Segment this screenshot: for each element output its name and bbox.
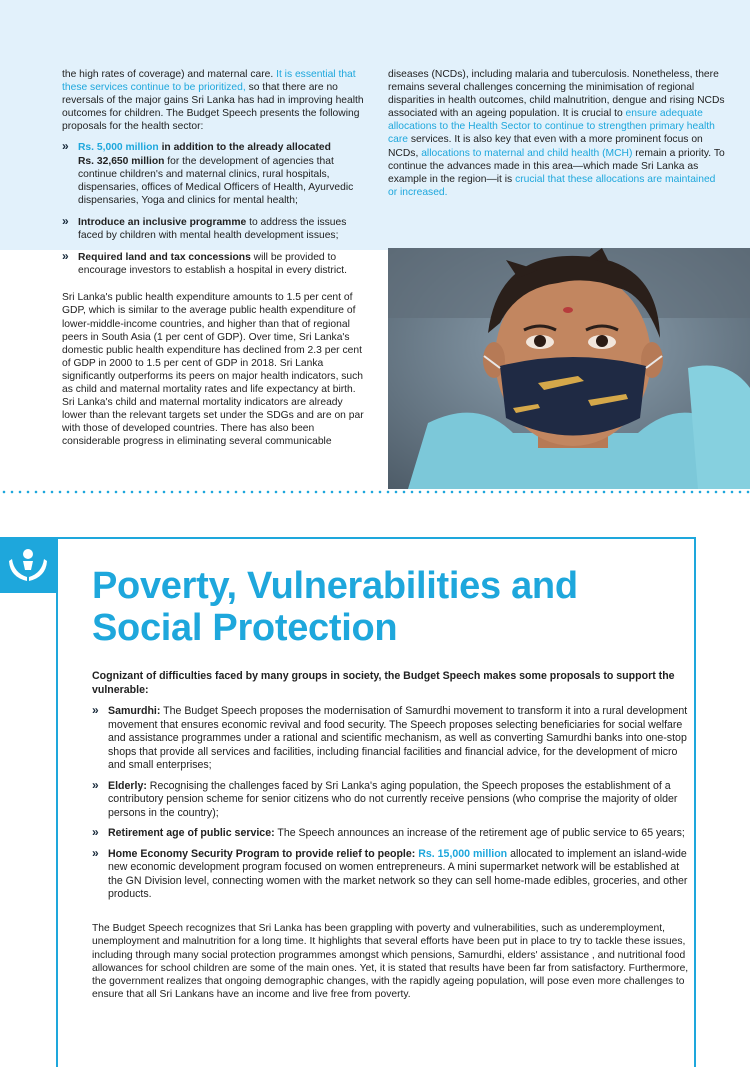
raquo-bullet-icon: » — [62, 249, 69, 264]
list-item: » Introduce an inclusive programme to address the issues faced by children with mental health development issues; — [62, 213, 347, 242]
child-with-mask-photo — [388, 248, 750, 489]
health-challenges-paragraph: diseases (NCDs), including malaria and tuberculosis. Nonetheless, there remains several challenges concerning the minimisation of regional disparities in health outcomes, child malnutrition, dengue and rising NCDs associated with an ageing population. It is crucial to ensure adequate allocations to the Health Sector to continue to strengthen primary health care services. It is also key that even with a more prominent focus on NCDs, allocations to maternal and child health (MCH) remain a priority. To continue the advances made in this area—which made Sri Lanka as example in the region—it is crucial that these allocations are maintained or increased. — [388, 69, 725, 198]
list-item: » Elderly: Recognising the challenges faced by Sri Lanka's aging population, the Speech proposes the establishment of a contributory pension scheme for senior citizens who do not currently receive pensions (who comprise the majority of older persons in the country); — [92, 777, 678, 819]
section-title: Poverty, Vulnerabilities and Social Protection — [92, 565, 578, 649]
list-item: » Retirement age of public service: The Speech announces an increase of the retirement age of public service to 65 years; — [92, 825, 685, 839]
allocations-highlight: crucial that these allocations are maintained or increased. — [388, 173, 716, 198]
health-proposals-list — [62, 141, 367, 277]
raquo-bullet-icon: » — [92, 825, 99, 839]
list-item: » Home Economy Security Program to provide relief to people: Rs. 15,000 million allocated to implement an island-wide new economic development program focused on women entrepreneurs. A mini supermarket network will be established at the GN Division level, connecting women with the market network so they can sell home-made edibles, groceries, and other products. — [92, 845, 688, 900]
family-care-icon — [0, 537, 56, 593]
list-item: » Samurdhi: The Budget Speech proposes the modernisation of Samurdhi movement to transform it into a rural development movement that ensures economic revival and food security. The Speech proposes selecting beneficiaries for social welfare and assistance programmes under a rational and scientific mechanism, as well as converting Samurdhi banks into one-stop shops that provide all services and facilities, including financial facilities and financial advice, for the development of micro and small enterprises; — [92, 703, 688, 771]
section-lead: Cognizant of difficulties faced by many groups in society, the Budget Speech makes some proposals to support the vulnerable: — [92, 670, 675, 696]
vulnerable-proposals — [92, 705, 692, 909]
health-right-column — [388, 68, 726, 199]
list-item: » Rs. 5,000 million in addition to the already allocated Rs. 32,650 million for the development of agencies that continue children's and maternal clinics, rural hospitals, dispensaries, offices of Medical Officers of Health, Ayurvedic dispensaries, Yoga and clinics for mental health; — [62, 139, 354, 206]
primary-care-highlight: ensure adequate allocations to the Health Sector to continue to strengthen primary health care — [388, 108, 715, 146]
raquo-bullet-icon: » — [92, 703, 99, 717]
section-closing-paragraph: The Budget Speech recognizes that Sri Lanka has been grappling with poverty and vulnerabilities, such as underemployment, unemployment and malnutrition for a long time. It highlights that several efforts have been put in place to try to tackle these issues, including through many social protection programmes amongst which pensions, Samurdhi, elders' assistance , and nutritional food allowances for school children are some of the main ones. Yet, it is stated that results have been far from satisfactory. Furthermore, the government realizes that ongoing demographic changes, with the rapidly ageing population, will pose even more challenges to ensure that all Sri Lankans have an income and live free from poverty. — [92, 923, 689, 1001]
health-intro-paragraph: the high rates of coverage) and maternal care. It is essential that these services continue to be prioritized, so that there are no reversals of the major gains Sri Lanka has had in improving health outcomes for children. The Budget Speech presents the following proposals for the health sector: — [62, 69, 364, 133]
list-item: » Required land and tax concessions will be provided to encourage investors to establish a hospital in every district. — [62, 249, 348, 277]
raquo-bullet-icon: » — [62, 139, 69, 154]
mch-highlight: allocations to maternal and child health (MCH) — [421, 147, 633, 159]
vulnerable-proposals-list — [92, 705, 692, 902]
dotted-divider — [0, 490, 750, 494]
child-photo-illustration — [388, 248, 750, 489]
raquo-bullet-icon: » — [92, 777, 99, 792]
raquo-bullet-icon: » — [62, 213, 69, 228]
raquo-bullet-icon: » — [92, 845, 99, 860]
prioritized-highlight: It is essential that these services continue to be prioritized, — [62, 69, 356, 94]
health-expenditure-paragraph: Sri Lanka's public health expenditure amounts to 1.5 per cent of GDP, which is similar to the average public health expenditure of lower-middle-income countries, and higher than that of regional peers in South Asia (1 per cent of GDP). Over time, Sri Lanka's domestic public health expenditure has declined from 2.3 per cent of GDP in 2000 to 1.5 per cent of GDP in 2018. Sri Lanka significantly outperforms its peers on major health indicators, such as child and maternal mortality rates and life expectancy at birth. Sri Lanka's child and maternal mortality indicators are already lower than the relevant targets set under the SDGs and are on par with those of developed countries. There has also been considerable progress in eliminating several communicable — [62, 292, 364, 448]
health-left-column — [62, 68, 367, 448]
